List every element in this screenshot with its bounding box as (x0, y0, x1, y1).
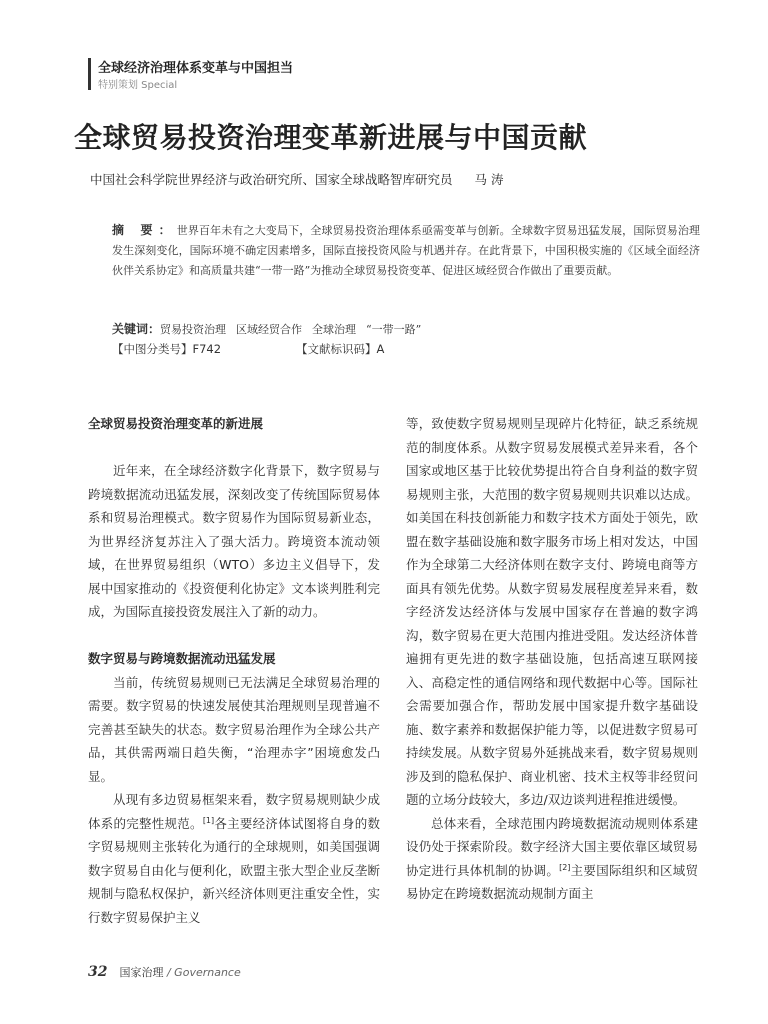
journal-name: 国家治理 (119, 966, 164, 979)
classification-line (112, 341, 385, 357)
header-accent-bar (88, 58, 91, 90)
journal-name-en: / Governance (166, 966, 241, 979)
column-title: 全球经济治理体系变革与中国担当 (98, 61, 294, 76)
document-code: 【文献标识码】A (296, 342, 385, 356)
keywords-label: 关键词： (112, 322, 161, 336)
keyword: 贸易投资治理 (160, 323, 227, 336)
page-number: 32 (88, 964, 108, 980)
paragraph: 近年来，在全球经济数字化背景下，数字贸易与跨境数据流动迅猛发展，深刻改变了传统国际贸易体系和贸易治理模式。数字贸易作为国际贸易新业态，为世界经济复苏注入了强大活力。跨境资本流动领域，在世界贸易组织（WTO）多边主义倡导下，发展中国家推动的《投资便利化协定》文本谈判胜利完成，为国际直接投资发展注入了新的动力。 (88, 463, 380, 619)
author-name: 马 涛 (474, 172, 504, 187)
keyword: 全球治理 (312, 323, 357, 336)
abstract-text: 世界百年未有之大变局下，全球贸易投资治理体系亟需变革与创新。全球数字贸易迅猛发展，国际贸易治理发生深刻变化，国际环境不确定因素增多，国际直接投资风险与机遇并存。在此背景下，中国积极实施的《区域全面经济伙伴关系协定》和高质量共建“一带一路”为推动全球贸易投资变革、促进区域经贸合作做出了重要贡献。 (112, 224, 700, 277)
citation-ref[interactable]: [2] (559, 862, 571, 872)
keywords (112, 320, 700, 339)
page-footer (88, 964, 241, 980)
keyword: “一带一路” (366, 323, 422, 336)
keyword: 区域经贸合作 (236, 323, 303, 336)
clc-number: 【中图分类号】F742 (112, 342, 222, 356)
paragraph: 总体来看，全球范围内跨境数据流动规则体系建设仍处于探索阶段。数字经济大国主要依靠区域贸易协定进行具体机制的协调。[2]主要国际组织和区域贸易协定在跨境数据流动规制方面主 (406, 815, 698, 901)
abstract (112, 220, 700, 281)
abstract-label: 摘 要： (112, 223, 177, 237)
paragraph: 等，致使数字贸易规则呈现碎片化特征，缺乏系统规范的制度体系。从数字贸易发展模式差异来看，各个国家或地区基于比较优势提出符合自身利益的数字贸易规则主张，大范围的数字贸易规则共识难以达成。如美国在科技创新能力和数字技术方面处于领先，欧盟在数字基础设施和数字服务市场上相对发达，中国作为全球第二大经济体则在数字支付、跨境电商等方面具有领先优势。从数字贸易发展程度差异来看，数字经济发达经济体与发展中国家存在普遍的数字鸿沟，数字贸易在更大范围内推进受阻。发达经济体普遍拥有更先进的数字基础设施，包括高速互联网接入、高稳定性的通信网络和现代数据中心等。国际社会需要加强合作，帮助发展中国家提升数字基础设施、数字素养和数据保护能力等，以促进数字贸易可持续发展。从数字贸易外延挑战来看，数字贸易规则涉及到的隐私保护、商业机密、技术主权等非经贸问题的立场分歧较大，多边/双边谈判进程推进缓慢。 (406, 416, 698, 807)
subsection-heading: 数字贸易与跨境数据流动迅猛发展 (88, 651, 276, 666)
citation-ref[interactable]: [1] (202, 815, 215, 825)
paragraph: 当前，传统贸易规则已无法满足全球贸易治理的需要。数字贸易的快速发展使其治理规则呈现普遍不完善甚至缺失的状态。数字贸易治理作为全球公共产品，其供需两端日趋失衡，“治理赤字”困境愈发凸显。 (88, 674, 380, 784)
body-column-left (88, 412, 380, 929)
article-title: 全球贸易投资治理变革新进展与中国贡献 (74, 121, 588, 154)
author-line (90, 170, 504, 188)
section-heading: 全球贸易投资治理变革的新进展 (88, 416, 264, 431)
paragraph: 从现有多边贸易框架来看，数字贸易规则缺少成体系的完整性规范。[1]各主要经济体试图将自身的数字贸易规则主张转化为通行的全球规则，如美国强调数字贸易自由化与便利化，欧盟主张大型企业反垄断规制与隐私权保护，新兴经济体则更注重安全性，实行数字贸易保护主义 (88, 792, 380, 925)
author-affiliation: 中国社会科学院世界经济与政治研究所、国家全球战略智库研究员 (90, 172, 453, 187)
column-subtitle: 特别策划 Special (98, 80, 178, 91)
body-column-right (406, 412, 698, 906)
